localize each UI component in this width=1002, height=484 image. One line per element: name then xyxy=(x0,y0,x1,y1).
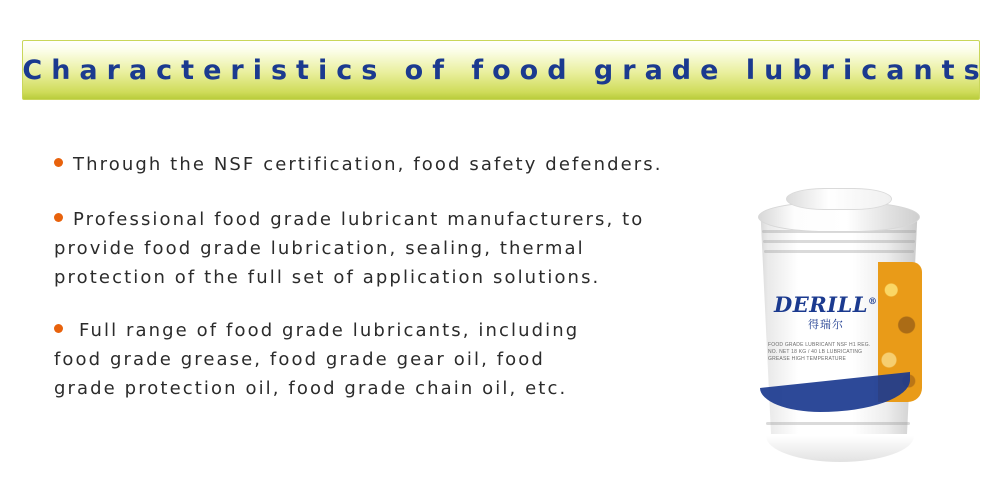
bucket-rib xyxy=(763,240,915,243)
bullet-dot-icon xyxy=(54,324,63,333)
product-reflection xyxy=(766,436,914,462)
bullet-list xyxy=(54,150,754,403)
bucket-rib xyxy=(764,250,914,253)
header-banner xyxy=(22,40,989,100)
bullet-line xyxy=(54,316,754,345)
bucket-lid-top xyxy=(786,188,892,210)
bullet-dot-icon xyxy=(54,158,63,167)
bullet-text: Through the NSF certification, food safety defenders. xyxy=(73,154,663,175)
bullet-dot-icon xyxy=(54,213,63,222)
bullet-text: Professional food grade lubricant manufacturers, to xyxy=(73,209,645,230)
bullet-line: food grade grease, food grade gear oil, food xyxy=(54,349,545,370)
list-item xyxy=(54,205,754,292)
bullet-line: protection of the full set of application solutions. xyxy=(54,267,601,288)
list-item xyxy=(54,150,754,179)
bullet-line: grade protection oil, food grade chain oil, etc. xyxy=(54,378,568,399)
product-spec-text: FOOD GRADE LUBRICANT NSF H1 REG. NO. NET 18 KG / 40 LB LUBRICATING GREASE HIGH TEMPERATURE xyxy=(768,342,871,362)
bullet-line: provide food grade lubrication, sealing, thermal xyxy=(54,238,585,259)
registered-icon: ® xyxy=(868,297,878,307)
bucket-rib xyxy=(766,422,910,425)
product-brand xyxy=(774,292,878,317)
product-brand-cn: 得瑞尔 xyxy=(808,319,844,331)
brand-text: DERILL xyxy=(774,292,869,317)
bullet-line xyxy=(54,205,754,234)
list-item xyxy=(54,316,754,403)
bullet-text: Full range of food grade lubricants, including xyxy=(79,320,580,341)
bullet-line xyxy=(54,150,754,179)
product-image xyxy=(752,196,930,458)
header-banner-inner xyxy=(22,41,989,99)
page-title: Characteristics of food grade lubricants xyxy=(22,54,989,86)
